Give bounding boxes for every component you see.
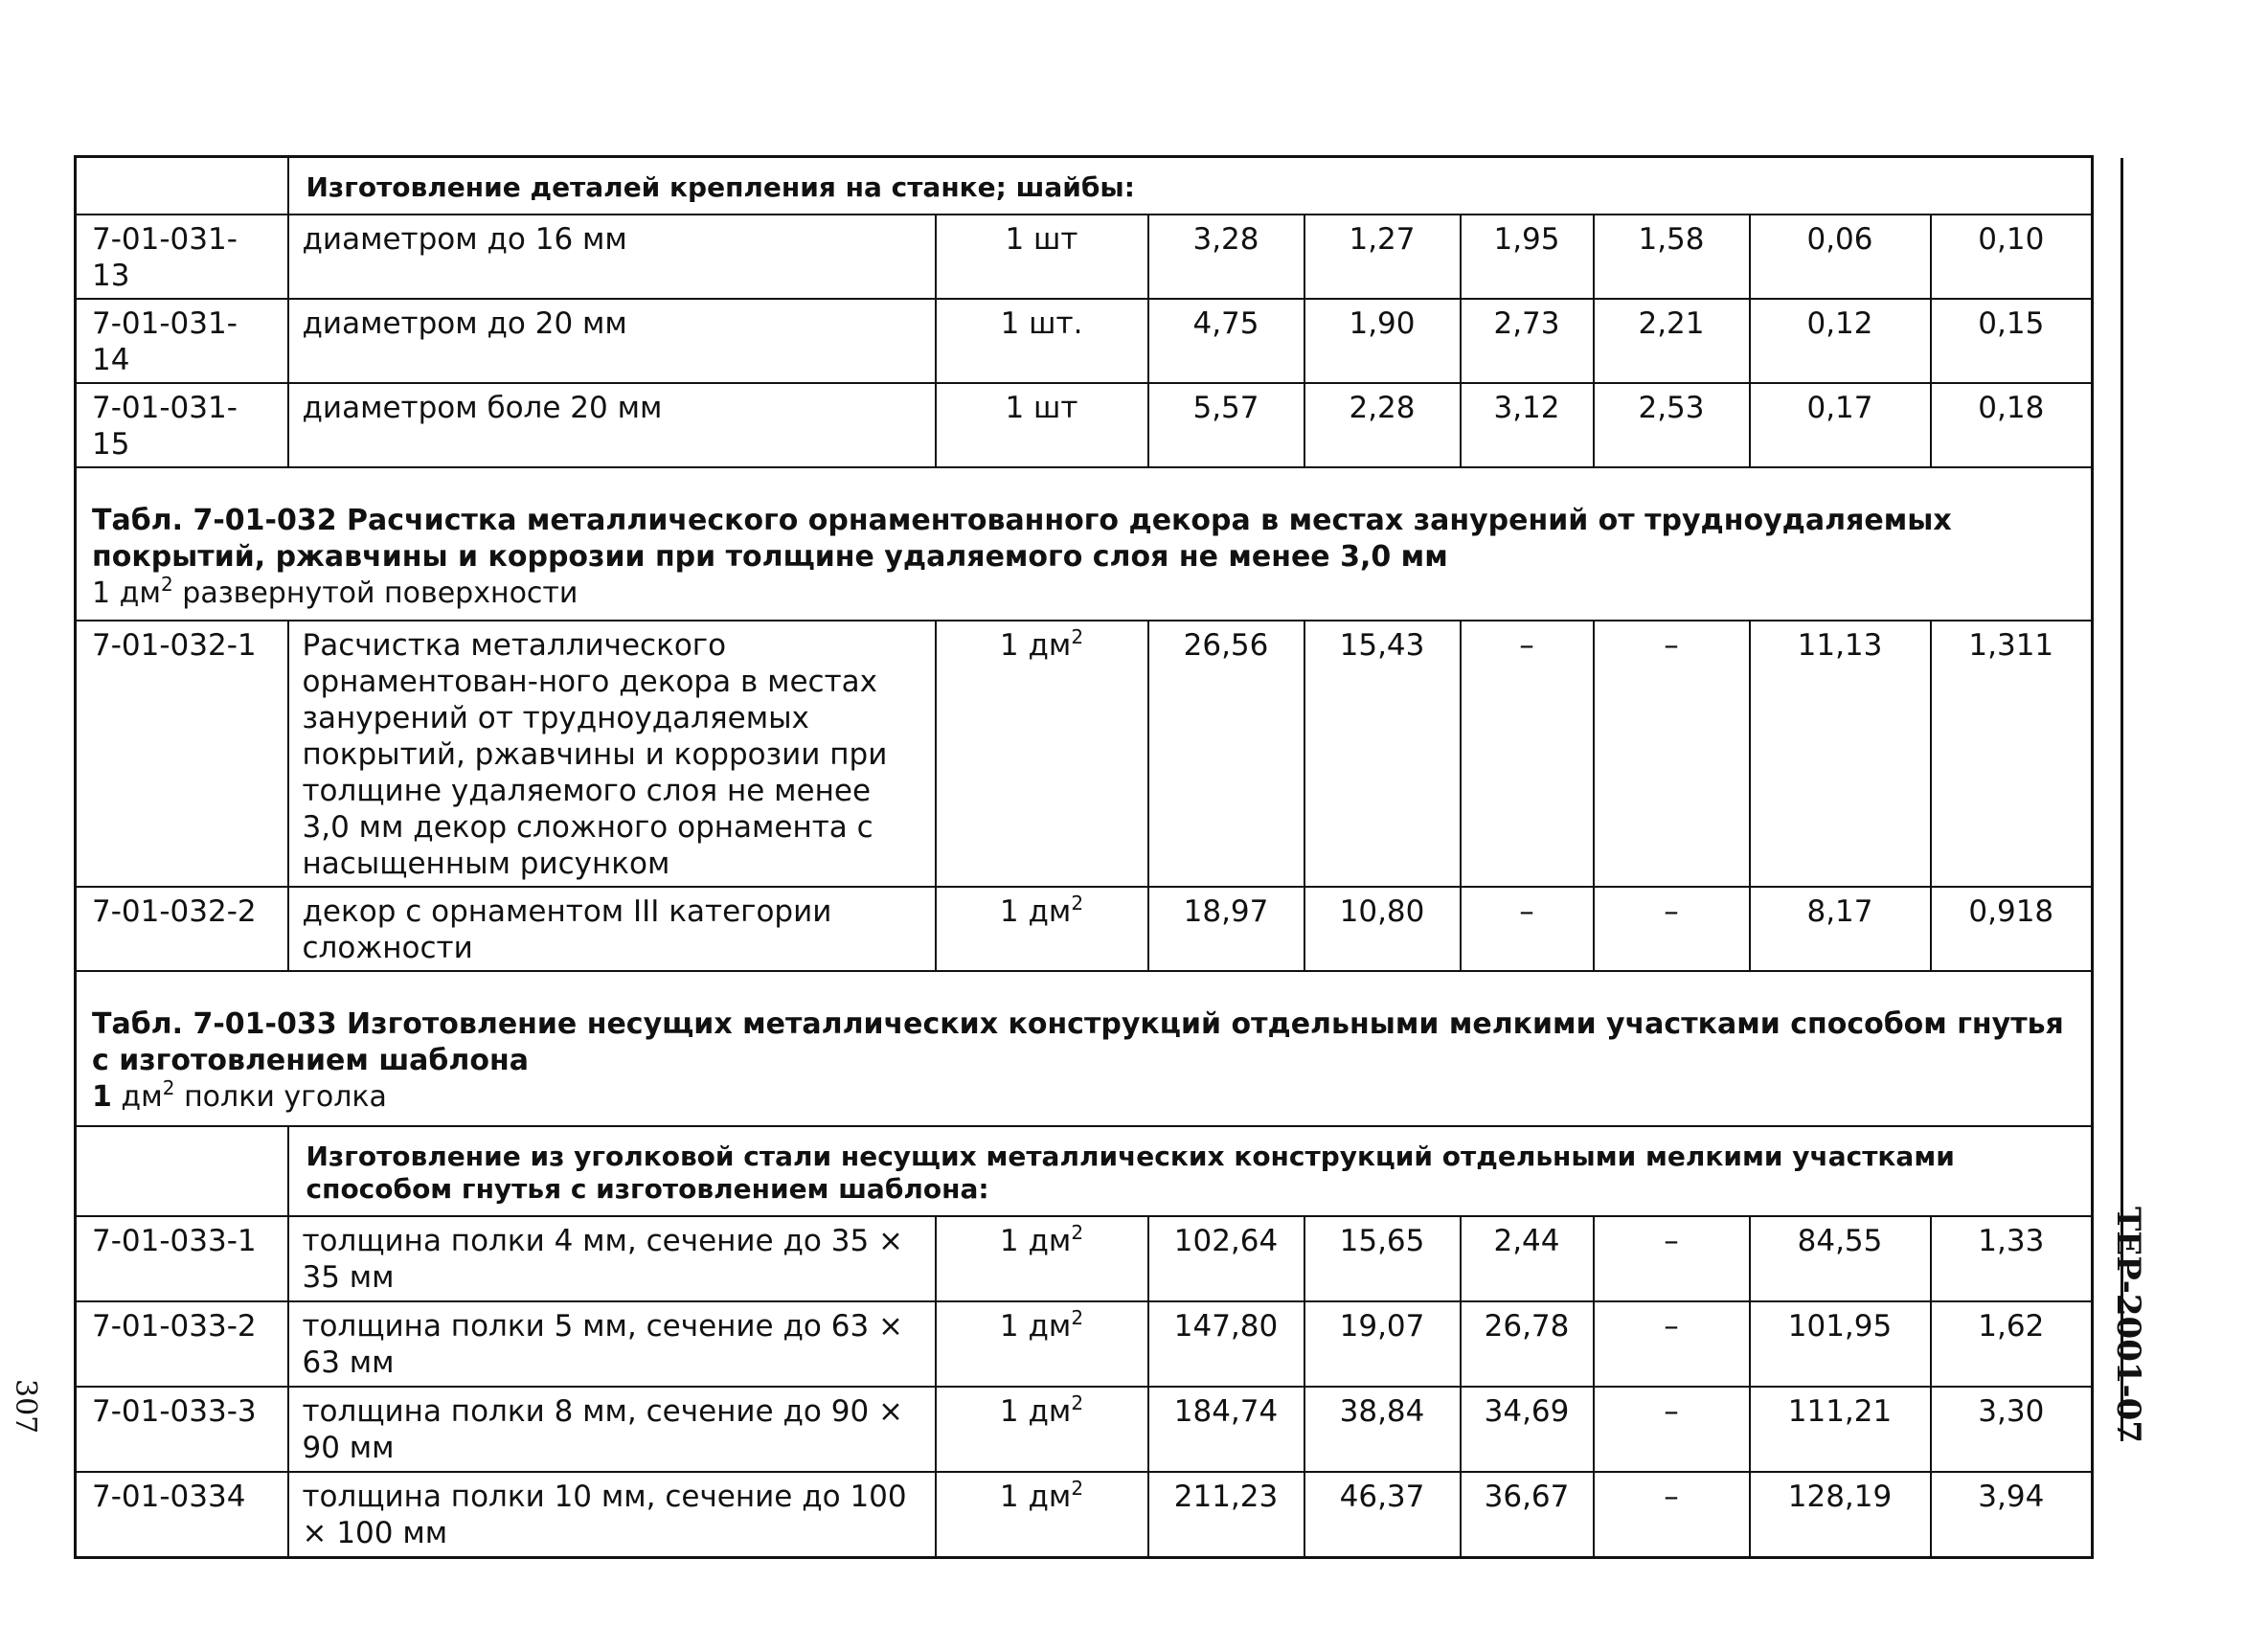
- empty-code-cell: [76, 1126, 288, 1216]
- value-6: 0,10: [1931, 215, 2093, 299]
- value-3: 26,78: [1461, 1301, 1594, 1387]
- value-2: 46,37: [1304, 1472, 1461, 1557]
- unit-rest: полки уголка: [174, 1080, 387, 1114]
- value-6: 3,94: [1931, 1472, 2093, 1557]
- work-description: диаметром до 20 мм: [288, 299, 936, 383]
- value-1: 26,56: [1148, 621, 1304, 887]
- section-unit: [92, 573, 2075, 612]
- value-1: 18,97: [1148, 887, 1304, 971]
- unit-number: 1: [92, 1080, 112, 1114]
- unit-cell: 1 шт: [936, 383, 1148, 467]
- unit-cell: [936, 621, 1148, 887]
- value-2: 2,28: [1304, 383, 1461, 467]
- group-heading: Изготовление из уголковой стали несущих металлических конструкций отдельными мелкими участками способом гнутья с изготовлением шаблона:: [288, 1126, 2093, 1216]
- value-4: –: [1594, 621, 1750, 887]
- section-unit: [92, 1076, 2075, 1116]
- rate-code: 7-01-031-14: [76, 299, 288, 383]
- document-code: ТЕР-2001-07: [2109, 1207, 2147, 1443]
- value-6: 0,18: [1931, 383, 2093, 467]
- section-title: Табл. 7-01-032 Расчистка металлического орнаментованного декора в местах занурений от трудноудаляемых покрытий, ржавчины и коррозии при толщине удаляемого слоя не менее 3,0 мм: [92, 504, 1952, 574]
- value-3: 3,12: [1461, 383, 1594, 467]
- value-3: 36,67: [1461, 1472, 1594, 1557]
- group-header-row: [76, 1126, 2093, 1216]
- value-6: 1,311: [1931, 621, 2093, 887]
- work-description: толщина полки 5 мм, сечение до 63 × 63 мм: [288, 1301, 936, 1387]
- value-3: 1,95: [1461, 215, 1594, 299]
- empty-code-cell: [76, 157, 288, 215]
- value-5: 84,55: [1750, 1216, 1931, 1301]
- rate-code: 7-01-031-15: [76, 383, 288, 467]
- work-description: диаметром боле 20 мм: [288, 383, 936, 467]
- table-row: [76, 1472, 2093, 1557]
- section-title: Табл. 7-01-033 Изготовление несущих металлических конструкций отдельными мелкими участками способом гнутья с изготовлением шаблона: [92, 1007, 2064, 1077]
- value-1: 211,23: [1148, 1472, 1304, 1557]
- value-4: –: [1594, 1216, 1750, 1301]
- value-1: 3,28: [1148, 215, 1304, 299]
- rates-table: [74, 155, 2094, 1559]
- unit-cell: [936, 1472, 1148, 1557]
- value-5: 0,17: [1750, 383, 1931, 467]
- value-4: –: [1594, 1387, 1750, 1472]
- value-4: 2,21: [1594, 299, 1750, 383]
- value-5: 111,21: [1750, 1387, 1931, 1472]
- unit-superscript: 2: [162, 1076, 175, 1099]
- value-5: 8,17: [1750, 887, 1931, 971]
- unit-text: 1 дм: [999, 894, 1072, 929]
- work-description: толщина полки 10 мм, сечение до 100 × 100 мм: [288, 1472, 936, 1557]
- page-number: 307: [9, 1379, 42, 1435]
- table-row: [76, 887, 2093, 971]
- rate-code: 7-01-033-1: [76, 1216, 288, 1301]
- unit-superscript: 2: [1071, 892, 1084, 915]
- unit-text: 1 дм: [999, 1224, 1072, 1258]
- unit-superscript: 2: [1071, 625, 1084, 648]
- value-1: 147,80: [1148, 1301, 1304, 1387]
- value-6: 3,30: [1931, 1387, 2093, 1472]
- section-header-row: [76, 971, 2093, 1126]
- table-row: [76, 621, 2093, 887]
- unit-superscript: 2: [1071, 1477, 1084, 1500]
- table-row: [76, 1216, 2093, 1301]
- value-1: 5,57: [1148, 383, 1304, 467]
- value-3: 2,44: [1461, 1216, 1594, 1301]
- section-header-row: [76, 467, 2093, 621]
- unit-cell: [936, 1216, 1148, 1301]
- rate-code: 7-01-031-13: [76, 215, 288, 299]
- section-032-header: [76, 467, 2093, 621]
- unit-prefix: 1 дм: [92, 576, 161, 610]
- value-5: 101,95: [1750, 1301, 1931, 1387]
- unit-superscript: 2: [161, 573, 173, 596]
- unit-cell: 1 шт: [936, 215, 1148, 299]
- value-3: –: [1461, 621, 1594, 887]
- unit-superscript: 2: [1071, 1221, 1084, 1244]
- value-4: –: [1594, 887, 1750, 971]
- unit-text: 1 дм: [999, 1309, 1072, 1344]
- work-description: Расчистка металлического орнаментован-ного декора в местах занурений от трудноудаляемых покрытий, ржавчины и коррозии при толщине удаляемого слоя не менее 3,0 мм декор сложного орнамента с насыщенным рисунком: [288, 621, 936, 887]
- value-6: 1,33: [1931, 1216, 2093, 1301]
- value-2: 10,80: [1304, 887, 1461, 971]
- value-6: 0,918: [1931, 887, 2093, 971]
- value-5: 128,19: [1750, 1472, 1931, 1557]
- value-2: 38,84: [1304, 1387, 1461, 1472]
- unit-cell: [936, 1387, 1148, 1472]
- value-4: 1,58: [1594, 215, 1750, 299]
- work-description: толщина полки 4 мм, сечение до 35 × 35 мм: [288, 1216, 936, 1301]
- value-1: 102,64: [1148, 1216, 1304, 1301]
- unit-rest: развернутой поверхности: [172, 576, 578, 610]
- section-033-header: [76, 971, 2093, 1126]
- value-2: 15,43: [1304, 621, 1461, 887]
- rate-code: 7-01-032-2: [76, 887, 288, 971]
- unit-cell: [936, 1301, 1148, 1387]
- rate-code: 7-01-032-1: [76, 621, 288, 887]
- table-row: [76, 1301, 2093, 1387]
- value-4: 2,53: [1594, 383, 1750, 467]
- value-6: 0,15: [1931, 299, 2093, 383]
- table-row: [76, 215, 2093, 299]
- unit-cell: [936, 887, 1148, 971]
- unit-text: 1 дм: [999, 628, 1072, 663]
- rate-code: 7-01-033-2: [76, 1301, 288, 1387]
- value-5: 0,12: [1750, 299, 1931, 383]
- unit-superscript: 2: [1071, 1306, 1084, 1329]
- work-description: толщина полки 8 мм, сечение до 90 × 90 мм: [288, 1387, 936, 1472]
- rate-code: 7-01-0334: [76, 1472, 288, 1557]
- unit-prefix: дм: [111, 1080, 163, 1114]
- table-row: [76, 1387, 2093, 1472]
- value-2: 1,90: [1304, 299, 1461, 383]
- value-2: 15,65: [1304, 1216, 1461, 1301]
- unit-superscript: 2: [1071, 1391, 1084, 1414]
- value-5: 0,06: [1750, 215, 1931, 299]
- value-3: 2,73: [1461, 299, 1594, 383]
- table-row: [76, 383, 2093, 467]
- group-heading: Изготовление деталей крепления на станке; шайбы:: [288, 157, 2093, 215]
- value-4: –: [1594, 1301, 1750, 1387]
- unit-text: 1 дм: [999, 1394, 1072, 1429]
- work-description: диаметром до 16 мм: [288, 215, 936, 299]
- value-2: 1,27: [1304, 215, 1461, 299]
- value-3: –: [1461, 887, 1594, 971]
- value-4: –: [1594, 1472, 1750, 1557]
- value-1: 184,74: [1148, 1387, 1304, 1472]
- value-5: 11,13: [1750, 621, 1931, 887]
- work-description: декор с орнаментом III категории сложности: [288, 887, 936, 971]
- unit-text: 1 дм: [999, 1480, 1072, 1514]
- unit-cell: 1 шт.: [936, 299, 1148, 383]
- value-3: 34,69: [1461, 1387, 1594, 1472]
- rate-code: 7-01-033-3: [76, 1387, 288, 1472]
- group-header-row: [76, 157, 2093, 215]
- value-1: 4,75: [1148, 299, 1304, 383]
- value-6: 1,62: [1931, 1301, 2093, 1387]
- value-2: 19,07: [1304, 1301, 1461, 1387]
- table-row: [76, 299, 2093, 383]
